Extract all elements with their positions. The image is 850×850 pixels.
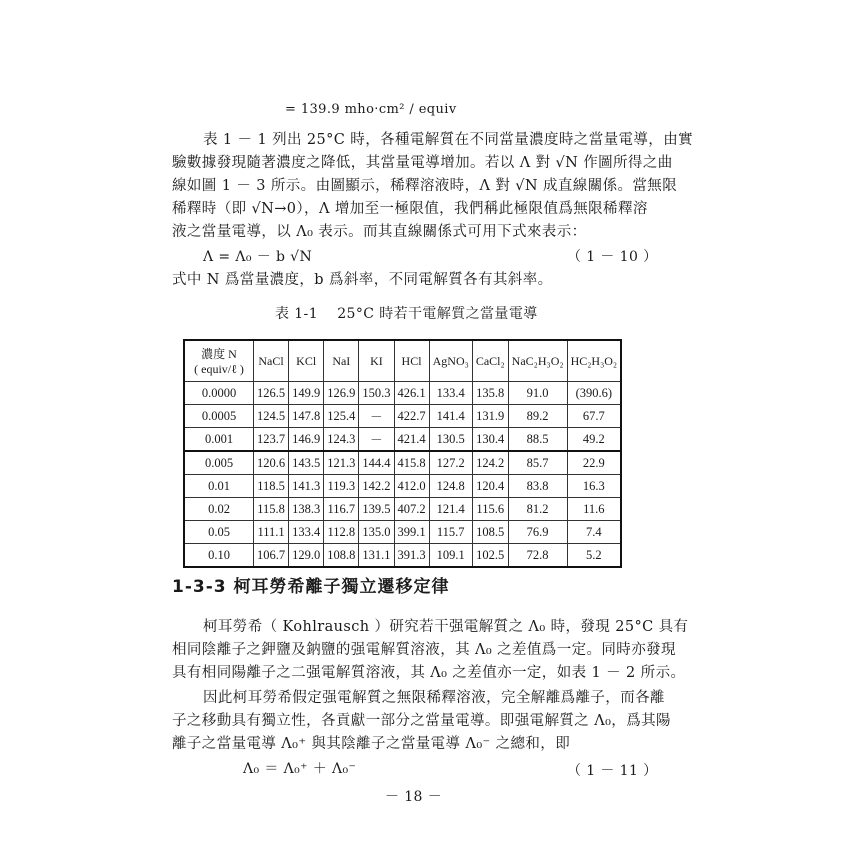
table-caption: 表 1-1 25°C 時若干電解質之當量電導	[275, 306, 538, 322]
column-header: NaCl	[254, 340, 289, 382]
table-cell: 108.8	[324, 544, 359, 568]
table-cell: 91.0	[508, 382, 567, 405]
table-cell: 85.7	[508, 451, 567, 475]
table-cell: 124.2	[472, 451, 508, 475]
table-cell: 141.4	[429, 405, 472, 428]
table-cell: 426.1	[394, 382, 429, 405]
column-header: HCl	[394, 340, 429, 382]
table-cell: 118.5	[254, 475, 289, 498]
table-cell: 22.9	[567, 451, 621, 475]
table-cell: 127.2	[429, 451, 472, 475]
table-cell-concentration: 0.0005	[184, 405, 254, 428]
column-header: KCl	[289, 340, 324, 382]
table-cell-concentration: 0.001	[184, 428, 254, 452]
table-row	[184, 382, 621, 405]
table-cell: 422.7	[394, 405, 429, 428]
table-cell: 83.8	[508, 475, 567, 498]
table-cell: 16.3	[567, 475, 621, 498]
table-cell: 7.4	[567, 521, 621, 544]
page-number: － 18 －	[385, 789, 443, 805]
equation-number-1-10: （ 1 － 10 ）	[567, 249, 658, 265]
paragraph-line: 線如圖 1 － 3 所示。由圖顯示，稀釋溶液時，Λ 對 √N 成直線關係。當無限	[172, 178, 678, 194]
paragraph-line: 具有相同陽離子之二强電解質溶液，其 Λ₀ 之差值亦一定，如表 1 － 2 所示。	[172, 665, 686, 681]
table-cell: 124.5	[254, 405, 289, 428]
paragraph-line: 離子之當量電導 Λ₀⁺ 與其陰離子之當量電導 Λ₀⁻ 之總和，即	[172, 736, 571, 752]
table-cell: 150.3	[359, 382, 394, 405]
paragraph-line: 液之當量電導，以 Λ₀ 表示。而其直線關係式可用下式來表示：	[172, 224, 587, 240]
conductance-table	[183, 339, 622, 568]
table-cell: 415.8	[394, 451, 429, 475]
table-cell: －	[359, 428, 394, 452]
column-header: NaI	[324, 340, 359, 382]
table-row	[184, 405, 621, 428]
table-cell: 102.5	[472, 544, 508, 568]
table-row	[184, 521, 621, 544]
table-cell: 141.3	[289, 475, 324, 498]
table-cell: 121.3	[324, 451, 359, 475]
table-row	[184, 475, 621, 498]
column-header-concentration: 濃度 N ( equiv/ℓ )	[184, 340, 254, 382]
table-cell: 11.6	[567, 498, 621, 521]
table-cell: 412.0	[394, 475, 429, 498]
table-cell: －	[359, 405, 394, 428]
column-header: CaCl₂	[472, 340, 508, 382]
table-cell-concentration: 0.02	[184, 498, 254, 521]
table-cell: 135.8	[472, 382, 508, 405]
table-cell: (390.6)	[567, 382, 621, 405]
table-cell: 131.9	[472, 405, 508, 428]
table-cell: 123.7	[254, 428, 289, 452]
table-cell: 121.4	[429, 498, 472, 521]
table-cell: 88.5	[508, 428, 567, 452]
table-cell: 116.7	[324, 498, 359, 521]
table-cell: 144.4	[359, 451, 394, 475]
table-cell: 146.9	[289, 428, 324, 452]
table-cell: 89.2	[508, 405, 567, 428]
table-cell-concentration: 0.05	[184, 521, 254, 544]
column-header: KI	[359, 340, 394, 382]
table-row	[184, 498, 621, 521]
table-cell: 130.4	[472, 428, 508, 452]
paragraph-line: 因此柯耳勞希假定强電解質之無限稀釋溶液，完全解離爲離子，而各離	[203, 690, 665, 706]
table-cell: 399.1	[394, 521, 429, 544]
table-cell: 120.4	[472, 475, 508, 498]
table-cell: 106.7	[254, 544, 289, 568]
table-header-row	[184, 340, 621, 382]
table-cell: 111.1	[254, 521, 289, 544]
table-cell: 130.5	[429, 428, 472, 452]
table-cell: 112.8	[324, 521, 359, 544]
table-cell: 115.7	[429, 521, 472, 544]
table-cell: 5.2	[567, 544, 621, 568]
table-cell: 126.5	[254, 382, 289, 405]
column-header: NaC₂H₃O₂	[508, 340, 567, 382]
table-cell: 49.2	[567, 428, 621, 452]
section-heading: 1-3-3 柯耳勞希離子獨立遷移定律	[172, 577, 450, 597]
paragraph-line: 式中 N 爲當量濃度，b 爲斜率，不同電解質各有其斜率。	[172, 272, 553, 288]
table-cell: 115.8	[254, 498, 289, 521]
table-cell: 109.1	[429, 544, 472, 568]
equation-1-11: Λ₀ ＝ Λ₀⁺ ＋ Λ₀⁻	[243, 761, 357, 777]
table-cell: 391.3	[394, 544, 429, 568]
equation-number-1-11: （ 1 － 11 ）	[567, 763, 658, 779]
table-cell: 421.4	[394, 428, 429, 452]
table-row	[184, 428, 621, 452]
paragraph-line: 稀釋時（即 √N→0），Λ 增加至一極限值，我們稱此極限值爲無限稀釋溶	[172, 201, 648, 217]
table-cell: 138.3	[289, 498, 324, 521]
table-cell: 142.2	[359, 475, 394, 498]
table-cell-concentration: 0.10	[184, 544, 254, 568]
table-cell: 76.9	[508, 521, 567, 544]
table-cell: 135.0	[359, 521, 394, 544]
table-cell: 120.6	[254, 451, 289, 475]
table-cell: 133.4	[429, 382, 472, 405]
table-cell: 115.6	[472, 498, 508, 521]
table-cell: 131.1	[359, 544, 394, 568]
table-cell: 67.7	[567, 405, 621, 428]
paragraph-line: 相同陰離子之鉀鹽及鈉鹽的强電解質溶液，其 Λ₀ 之差值爲一定。同時亦發現	[172, 642, 676, 658]
column-header: AgNO₃	[429, 340, 472, 382]
table-cell: 125.4	[324, 405, 359, 428]
column-header: HC₂H₃O₂	[567, 340, 621, 382]
table-cell: 108.5	[472, 521, 508, 544]
paragraph-line: 柯耳勞希（ Kohlrausch ）研究若干强電解質之 Λ₀ 時，發現 25°C 具有	[203, 619, 689, 635]
paragraph-line: 驗數據發現隨著濃度之降低，其當量電導增加。若以 Λ 對 √N 作圖所得之曲	[172, 155, 673, 171]
paragraph-line: 表 1 － 1 列出 25°C 時，各種電解質在不同當量濃度時之當量電導，由實	[203, 132, 693, 148]
table-cell: 72.8	[508, 544, 567, 568]
paragraph-line: 子之移動具有獨立性，各貢獻一部分之當量電導。即强電解質之 Λ₀，爲其陽	[172, 713, 671, 729]
table-cell: 124.8	[429, 475, 472, 498]
table-cell: 119.3	[324, 475, 359, 498]
table-cell: 143.5	[289, 451, 324, 475]
table-cell: 129.0	[289, 544, 324, 568]
table-cell: 126.9	[324, 382, 359, 405]
table-cell-concentration: 0.01	[184, 475, 254, 498]
table-cell: 149.9	[289, 382, 324, 405]
equation-result: = 139.9 mho‧cm² / equiv	[285, 102, 457, 117]
table-cell: 81.2	[508, 498, 567, 521]
table-row	[184, 451, 621, 475]
table-cell: 139.5	[359, 498, 394, 521]
equation-1-10: Λ = Λ₀ － b √N	[203, 249, 313, 265]
table-row	[184, 544, 621, 568]
table-cell: 133.4	[289, 521, 324, 544]
table-cell-concentration: 0.0000	[184, 382, 254, 405]
table-cell: 124.3	[324, 428, 359, 452]
table-cell: 147.8	[289, 405, 324, 428]
table-cell: 407.2	[394, 498, 429, 521]
table-cell-concentration: 0.005	[184, 451, 254, 475]
